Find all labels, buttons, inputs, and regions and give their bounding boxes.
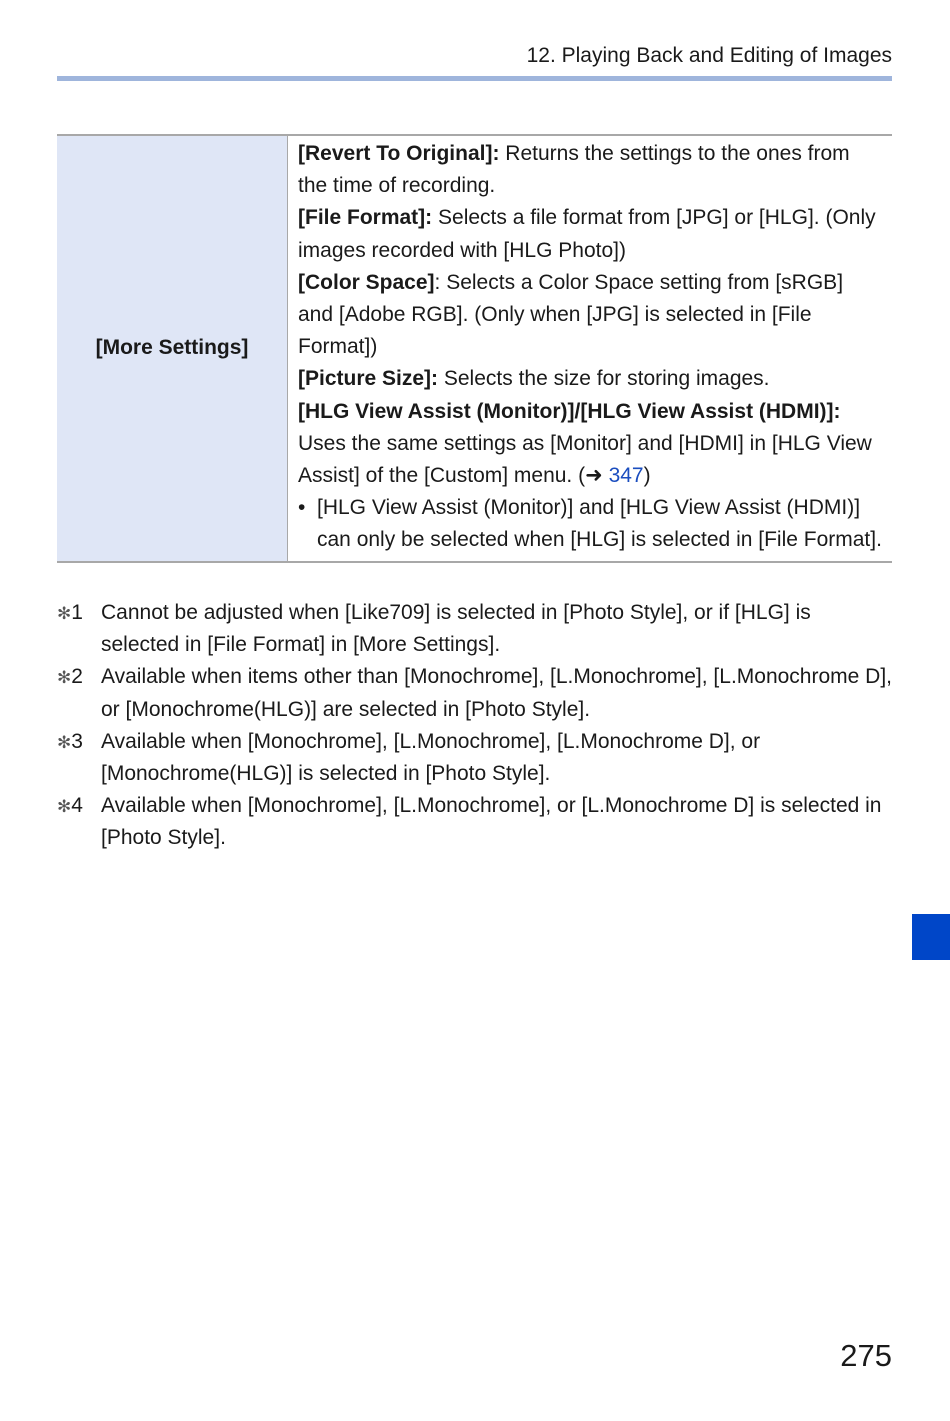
hlg-note-bullet — [298, 492, 882, 556]
term-text: Selects the size for storing images. — [438, 367, 770, 391]
settings-table — [57, 134, 892, 563]
footnote-4 — [57, 790, 892, 854]
asterisk-icon: ✻ — [57, 732, 72, 753]
footnote-number: 3 — [71, 729, 83, 753]
footnote-2 — [57, 661, 892, 725]
term-label: [Color Space] — [298, 270, 435, 294]
asterisk-icon: ✻ — [57, 668, 72, 689]
footnote-number: 1 — [71, 601, 83, 624]
term-text: Returns the settings to the ones from the time of recording. — [298, 142, 850, 198]
link-close: ) — [643, 464, 651, 488]
footnote-text: Available when items other than [Monochrome], [L.Monochrome], [L.Monochrome D], or [Monochrome(HLG)] are selected in [Photo Style]. — [101, 665, 892, 721]
chapter-side-tab[interactable] — [912, 914, 950, 960]
footnotes — [57, 597, 892, 855]
header-rule — [57, 76, 892, 81]
footnote-number: 2 — [71, 665, 83, 689]
footnote-text: Cannot be adjusted when [Like709] is selected in [Photo Style], or if [HLG] is selected in [File Format] in [More Settings]. — [101, 601, 811, 657]
footnote-text: Available when [Monochrome], [L.Monochrome], or [L.Monochrome D] is selected in [Photo Style]. — [101, 794, 882, 850]
footnote-3 — [57, 726, 892, 790]
setting-hlg-view-assist — [298, 396, 882, 493]
row-description — [288, 135, 893, 562]
setting-revert-to-original — [298, 138, 882, 202]
term-text: Uses the same settings as [Monitor] and [HDMI] in [HLG View Assist] of the [Custom] menu. ( — [298, 431, 872, 488]
table-row — [57, 135, 892, 562]
asterisk-icon: ✻ — [57, 604, 72, 624]
page-number: 275 — [840, 1338, 892, 1373]
page-link-347[interactable]: 347 — [608, 464, 644, 488]
footnote-text: Available when [Monochrome], [L.Monochrome], [L.Monochrome D], or [Monochrome(HLG)] is selected in [Photo Style]. — [101, 729, 761, 786]
bullet-text: [HLG View Assist (Monitor)] and [HLG View Assist (HDMI)] can only be selected when [HLG] is selected in [File Format]. — [317, 496, 882, 552]
footnote-marker — [57, 790, 83, 823]
footnote-1 — [57, 597, 892, 661]
bullet-icon: • — [298, 496, 306, 520]
term-label: [File Format]: — [298, 206, 433, 230]
term-label: [Picture Size]: — [298, 367, 439, 391]
term-text: Selects a file format from [JPG] or [HLG]. (Only images recorded with [HLG Photo]) — [298, 206, 876, 262]
row-label: [More Settings] — [57, 135, 288, 562]
footnote-marker — [57, 661, 83, 694]
footnote-marker — [57, 597, 83, 630]
arrow-right-icon: ➜ — [585, 464, 603, 488]
footnote-number: 4 — [71, 794, 83, 818]
setting-file-format — [298, 202, 882, 266]
footnote-marker — [57, 726, 83, 759]
term-label: [Revert To Original]: — [298, 142, 500, 165]
term-label: [HLG View Assist (Monitor)]/[HLG View Assist (HDMI)]: — [298, 399, 841, 423]
term-text: : Selects a Color Space setting from [sRGB] and [Adobe RGB]. (Only when [JPG] is selected in [File Format]) — [298, 270, 844, 359]
asterisk-icon: ✻ — [57, 797, 72, 818]
setting-picture-size — [298, 363, 882, 395]
setting-color-space — [298, 267, 882, 364]
chapter-title: 12. Playing Back and Editing of Images — [526, 44, 892, 67]
